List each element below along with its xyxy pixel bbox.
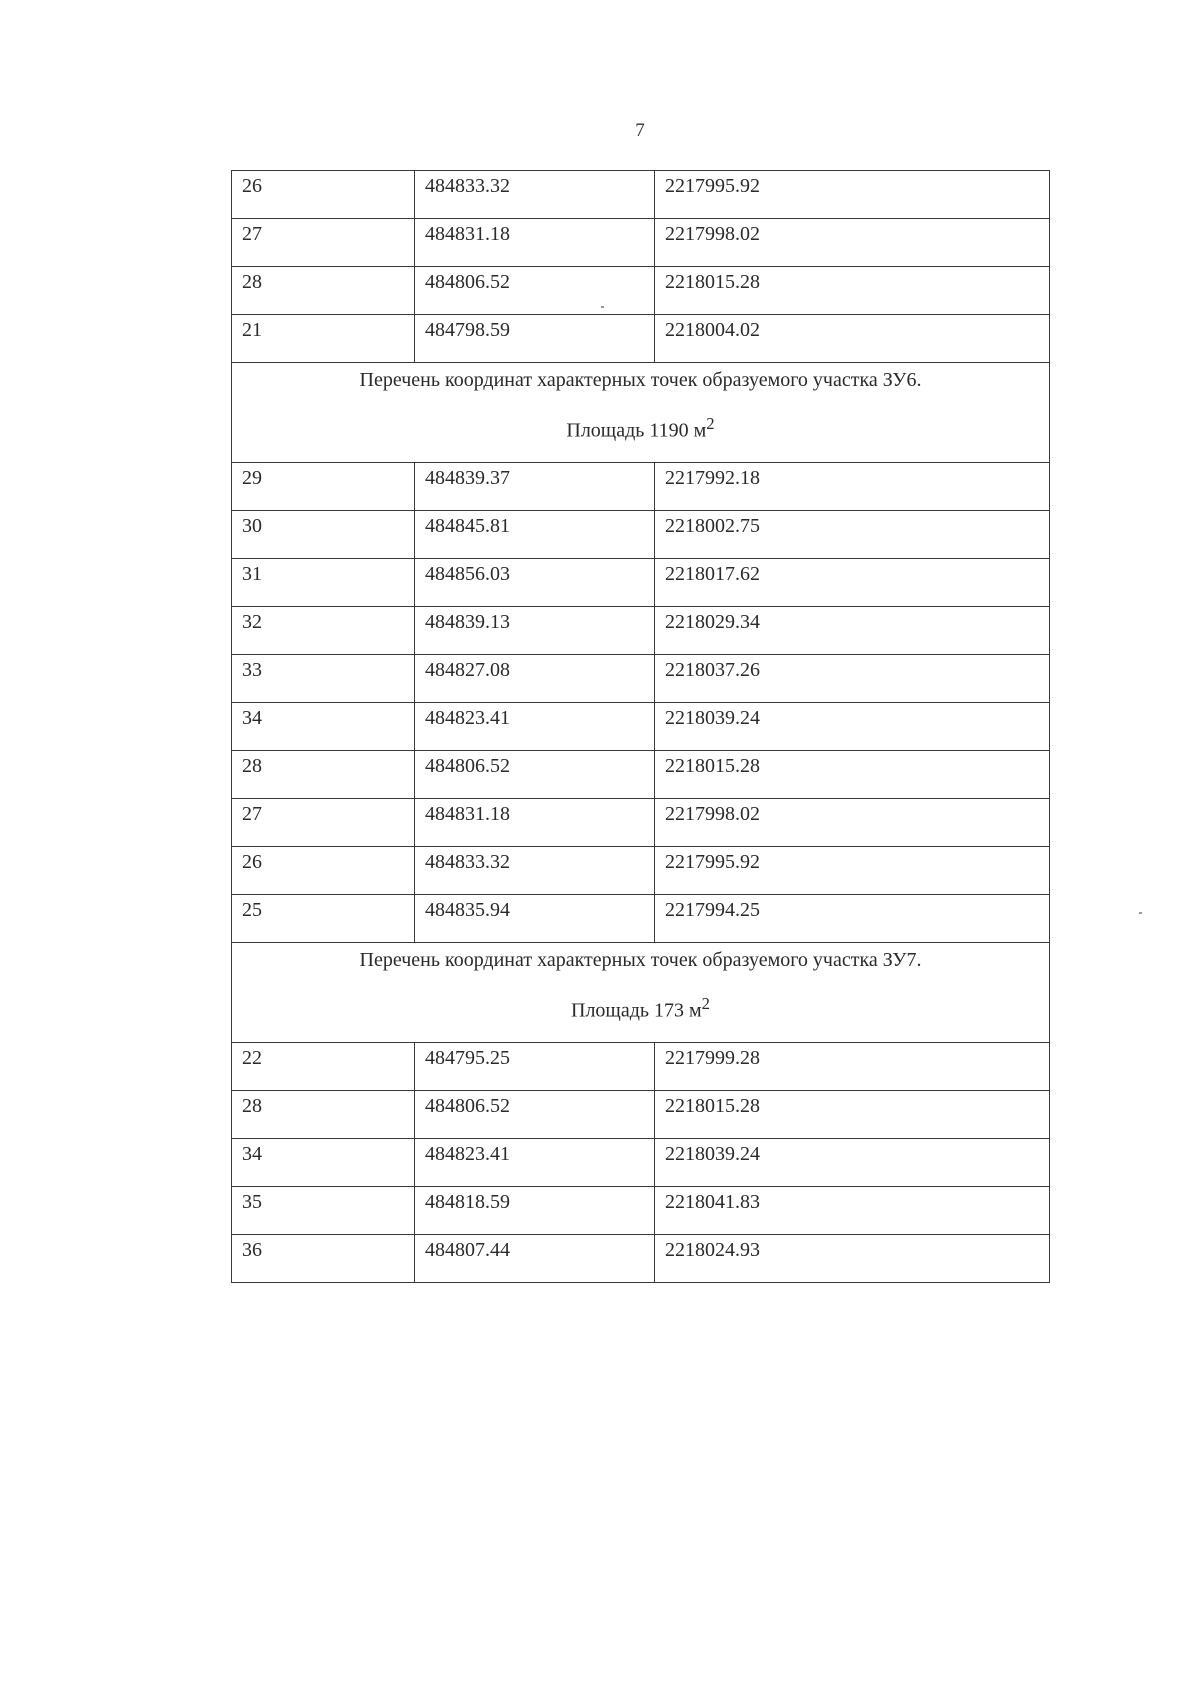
x-coordinate-cell: 484835.94 — [415, 895, 655, 943]
point-number-cell: 27 — [232, 799, 415, 847]
table-row — [232, 799, 1050, 847]
section-area-label: Площадь 1190 м — [566, 419, 707, 442]
x-coordinate-cell: 484823.41 — [415, 703, 655, 751]
section-title: Перечень координат характерных точек образуемого участка ЗУ6. — [359, 369, 922, 391]
table-row — [232, 219, 1050, 267]
y-coordinate-cell: 2218041.83 — [655, 1187, 1050, 1235]
section-header-row — [232, 363, 1050, 463]
section-area — [242, 412, 1039, 443]
section-header-cell — [232, 943, 1050, 1043]
section-header-row — [232, 943, 1050, 1043]
point-number-cell: 28 — [232, 1091, 415, 1139]
x-coordinate-cell: 484833.32 — [415, 847, 655, 895]
table-row — [232, 315, 1050, 363]
y-coordinate-cell: 2218015.28 — [655, 1091, 1050, 1139]
table-row — [232, 655, 1050, 703]
section-area-label: Площадь 173 м — [571, 999, 702, 1022]
x-coordinate-cell: 484806.52 — [415, 267, 655, 315]
table-row — [232, 751, 1050, 799]
table-row — [232, 1235, 1050, 1283]
x-coordinate-cell: 484827.08 — [415, 655, 655, 703]
point-number-cell: 30 — [232, 511, 415, 559]
point-number-cell: 33 — [232, 655, 415, 703]
y-coordinate-cell: 2218029.34 — [655, 607, 1050, 655]
point-number-cell: 35 — [232, 1187, 415, 1235]
scan-speck — [1139, 912, 1142, 914]
point-number-cell: 32 — [232, 607, 415, 655]
scan-speck — [601, 306, 604, 308]
y-coordinate-cell: 2217998.02 — [655, 799, 1050, 847]
y-coordinate-cell: 2218015.28 — [655, 267, 1050, 315]
table-row — [232, 171, 1050, 219]
x-coordinate-cell: 484795.25 — [415, 1043, 655, 1091]
point-number-cell: 34 — [232, 703, 415, 751]
table-row — [232, 1187, 1050, 1235]
y-coordinate-cell: 2218017.62 — [655, 559, 1050, 607]
y-coordinate-cell: 2217995.92 — [655, 171, 1050, 219]
y-coordinate-cell: 2218002.75 — [655, 511, 1050, 559]
table-row — [232, 559, 1050, 607]
point-number-cell: 25 — [232, 895, 415, 943]
section-header-cell — [232, 363, 1050, 463]
point-number-cell: 26 — [232, 847, 415, 895]
y-coordinate-cell: 2217998.02 — [655, 219, 1050, 267]
table-row — [232, 607, 1050, 655]
coordinates-table-body — [232, 171, 1050, 1283]
y-coordinate-cell: 2218039.24 — [655, 703, 1050, 751]
x-coordinate-cell: 484823.41 — [415, 1139, 655, 1187]
y-coordinate-cell: 2218004.02 — [655, 315, 1050, 363]
point-number-cell: 28 — [232, 267, 415, 315]
table-row — [232, 703, 1050, 751]
page-number: 7 — [635, 120, 645, 141]
table-row — [232, 1091, 1050, 1139]
y-coordinate-cell: 2218015.28 — [655, 751, 1050, 799]
x-coordinate-cell: 484806.52 — [415, 751, 655, 799]
x-coordinate-cell: 484831.18 — [415, 799, 655, 847]
point-number-cell: 27 — [232, 219, 415, 267]
x-coordinate-cell: 484831.18 — [415, 219, 655, 267]
x-coordinate-cell: 484806.52 — [415, 1091, 655, 1139]
y-coordinate-cell: 2217992.18 — [655, 463, 1050, 511]
x-coordinate-cell: 484833.32 — [415, 171, 655, 219]
x-coordinate-cell: 484839.13 — [415, 607, 655, 655]
section-area-unit-superscript: 2 — [706, 414, 715, 433]
table-row — [232, 511, 1050, 559]
x-coordinate-cell: 484807.44 — [415, 1235, 655, 1283]
point-number-cell: 26 — [232, 171, 415, 219]
point-number-cell: 28 — [232, 751, 415, 799]
coordinates-table — [231, 170, 1050, 1283]
y-coordinate-cell: 2217994.25 — [655, 895, 1050, 943]
table-row — [232, 1043, 1050, 1091]
point-number-cell: 31 — [232, 559, 415, 607]
table-row — [232, 895, 1050, 943]
point-number-cell: 21 — [232, 315, 415, 363]
section-area-unit-superscript: 2 — [701, 994, 710, 1013]
table-row — [232, 267, 1050, 315]
point-number-cell: 34 — [232, 1139, 415, 1187]
x-coordinate-cell: 484856.03 — [415, 559, 655, 607]
section-area — [242, 992, 1039, 1023]
x-coordinate-cell: 484798.59 — [415, 315, 655, 363]
table-row — [232, 463, 1050, 511]
y-coordinate-cell: 2218024.93 — [655, 1235, 1050, 1283]
section-title: Перечень координат характерных точек образуемого участка ЗУ7. — [359, 949, 922, 971]
y-coordinate-cell: 2218037.26 — [655, 655, 1050, 703]
x-coordinate-cell: 484845.81 — [415, 511, 655, 559]
x-coordinate-cell: 484839.37 — [415, 463, 655, 511]
y-coordinate-cell: 2217995.92 — [655, 847, 1050, 895]
y-coordinate-cell: 2218039.24 — [655, 1139, 1050, 1187]
table-row — [232, 847, 1050, 895]
x-coordinate-cell: 484818.59 — [415, 1187, 655, 1235]
point-number-cell: 36 — [232, 1235, 415, 1283]
point-number-cell: 22 — [232, 1043, 415, 1091]
point-number-cell: 29 — [232, 463, 415, 511]
table-row — [232, 1139, 1050, 1187]
y-coordinate-cell: 2217999.28 — [655, 1043, 1050, 1091]
